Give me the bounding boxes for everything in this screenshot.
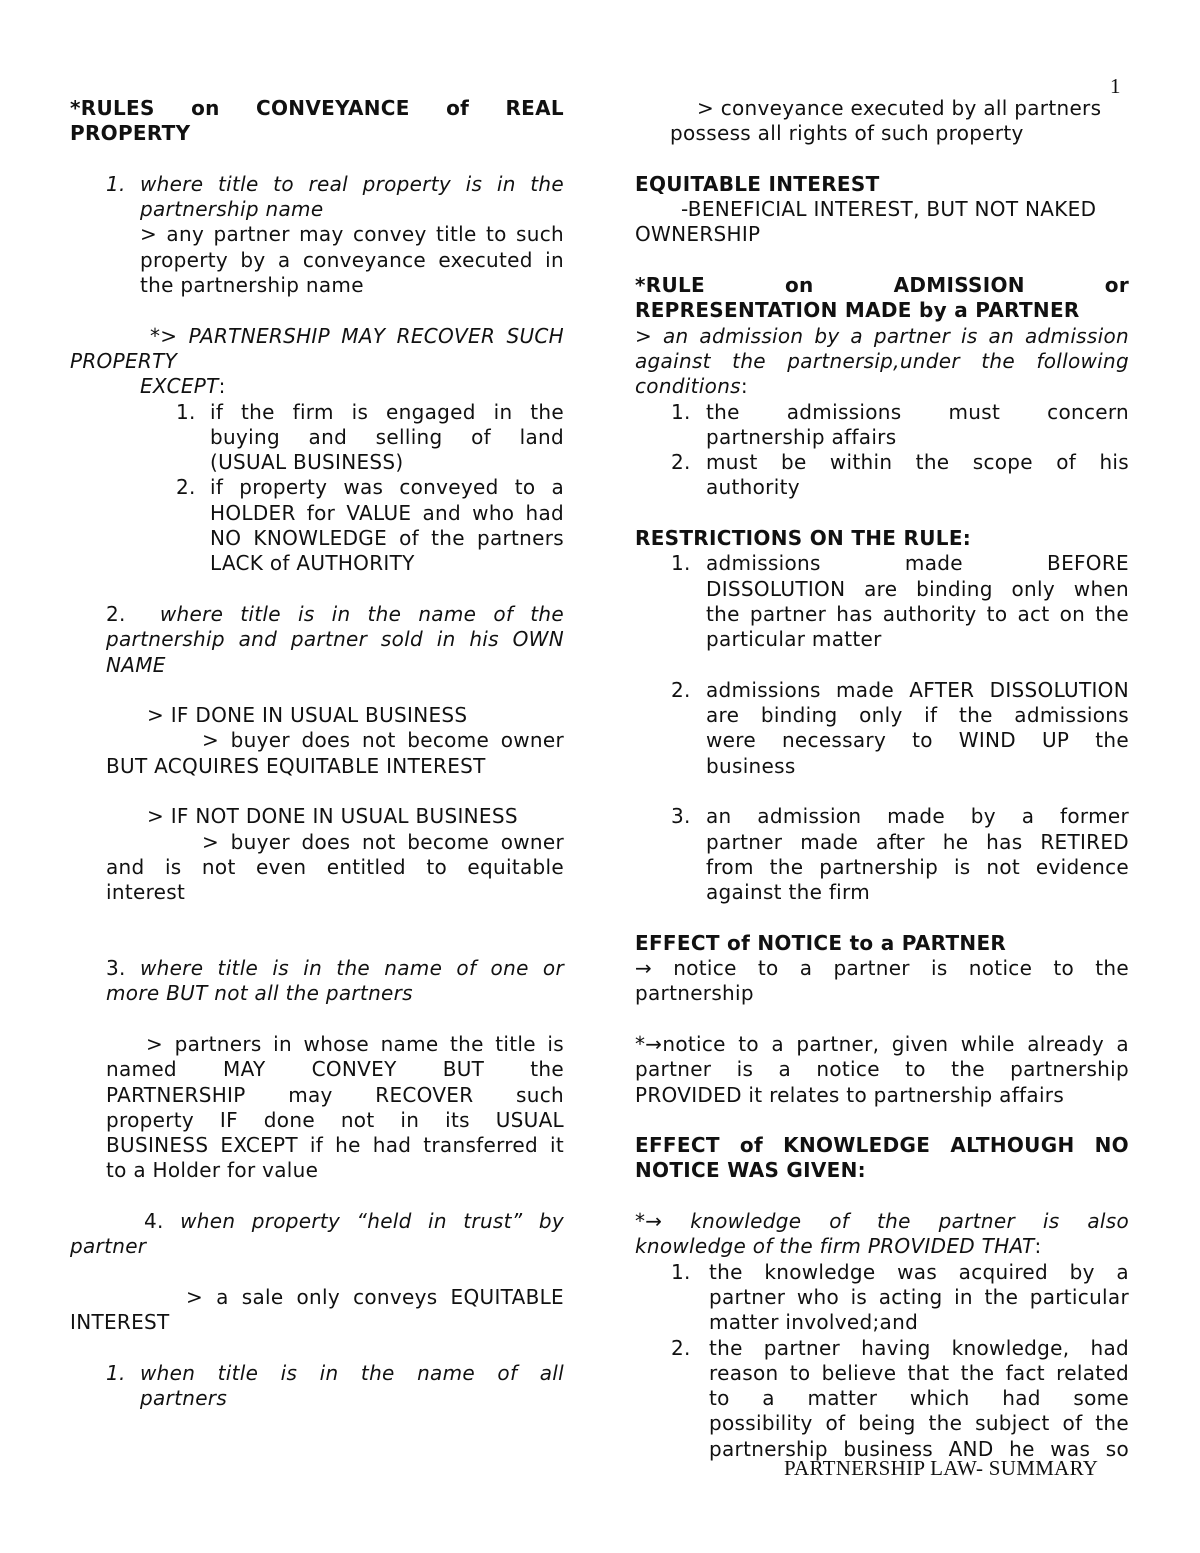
recover-note: *> PARTNERSHIP MAY RECOVER SUCH [150, 323, 564, 348]
condition-1: 1. the admissions must concern partnership affairs [671, 399, 1129, 449]
exception-1: 1. if the firm is engaged in the buying and selling of land (USUAL BUSINESS) [176, 399, 564, 475]
rule-all-partners: 1. when title is in the name of all partners [106, 1360, 564, 1411]
notice-rule: *→notice to a partner, given while already a [635, 1031, 1129, 1056]
right-column: > conveyance executed by all partners possess all rights of such property EQUITABLE INTEREST -BENEFICIAL INTEREST, BUT NOT NAKED OWNERSHIP *RULE on ADMISSION or REPRESENTATION MADE by a PARTNER > an admission by a partner is an admission against the partnersip,under the following conditions: 1. the admissions must concern partnership affairs 2. must be within the scope of his authority RESTRICTIONS ON THE RULE: 1. admissions made BEFORE DISSOLUTION are binding only when the partner has authority to act on the particular matter 2. admissions made AFTER DISSOLUTION are binding only if the admissions were necessary to WIND UP the business 3. an admission made by a former partner made after he has RETIRED from the partnership is not evidence against the firm EFFECT of NOTICE to a PARTNER → notice to a partner is notice to the partnership *→notice to a partner, given while already a partner is a notice to the partnership PROVIDED it relates to partnership affairs EFFECT of KNOWLEDGE ALTHOUGH NO NOTICE WAS GIVEN: *→ knowledge of the partner is also knowledge of the firm PROVIDED THAT: 1. the knowledge was acquired by a partner who is acting in the particular matter involved;and 2. the partner having knowledge, had reason to believe that the fact related to a matter which had some possibility of being the subject of the partnership business AND he was so [635, 96, 1129, 1461]
rule-4: 4. when property “held in trust” by partner > a sale only conveys EQUITABLE INTEREST [70, 1209, 564, 1335]
except-label: EXCEPT: [140, 374, 226, 399]
left-column: *RULES on CONVEYANCE of REAL PROPERTY 1. where title to real property is in the partnership name > any partner may convey title to such property by a conveyance executed in the partnership name *> PARTNERSHIP MAY RECOVER SUCH PROPERTY EXCEPT: 1. if the firm is engaged in the buying and selling of land (USUAL BUSINESS) 2. if property was conveyed to a HOLDER for VALUE and who had NO KNOWLEDGE of the partners LACK of AUTHORITY 2. where title is in the name of the partnership and partner sold in his OWN NAME > IF DONE IN USUAL BUSINESS > buyer does not become owner BUT ACQUIRES EQUITABLE INTEREST > IF NOT DONE IN USUAL BUSINESS > buyer does not become owner and is not even entitled to equitable interest 3. where title is in the name of one or more BUT not all the partners > partners in whose name the title is named MAY CONVEY BUT the PARTNERSHIP may RECOVER such property IF done not in its USUAL BUSINESS EXCEPT if he had transferred it to a Holder for value 4. when property “held in trust” by partner > a sale only conveys EQUITABLE INTEREST 1. when title is in the name of all partners [70, 96, 564, 1411]
continued-text: > conveyance executed by all partners [697, 96, 1102, 120]
equitable-interest-title: EQUITABLE INTEREST [635, 171, 880, 196]
rule-1: 1. where title to real property is in the partnership name > any partner may convey title to such property by a conveyance executed in the partnership name [106, 171, 564, 298]
knowledge-condition-2: 2. the partner having knowledge, had reason to believe that the fact related to a matter which had some possibility of being the subject of the partnership business AND he was so [671, 1335, 1129, 1461]
section-title: *RULES on CONVEYANCE of REAL [70, 96, 564, 120]
restriction-1: 1. admissions made BEFORE DISSOLUTION are binding only when the partner has authority to act on the particular matter [671, 551, 1129, 652]
restriction-3: 3. an admission made by a former partner made after he has RETIRED from the partnership is not evidence against the firm [671, 804, 1129, 905]
page-footer: PARTNERSHIP LAW- SUMMARY [784, 1456, 1099, 1480]
restrictions-title: RESTRICTIONS ON THE RULE: [635, 526, 972, 551]
restriction-2: 2. admissions made AFTER DISSOLUTION are binding only if the admissions were necessary to WIND UP the business [671, 677, 1129, 778]
section-title-line2: PROPERTY [70, 121, 191, 146]
page-number: 1 [1110, 74, 1121, 98]
notice-title: EFFECT of NOTICE to a PARTNER [635, 930, 1007, 955]
knowledge-title: EFFECT of KNOWLEDGE ALTHOUGH NO [635, 1133, 1129, 1158]
rule-2: 2. where title is in the name of the partnership and partner sold in his OWN NAME > IF DONE IN USUAL BUSINESS > buyer does not become owner BUT ACQUIRES EQUITABLE INTEREST > IF NOT DONE IN USUAL BUSINESS > buyer does not become owner and is not even entitled to equitable interest [106, 601, 564, 905]
exception-2: 2. if property was conveyed to a HOLDER for VALUE and who had NO KNOWLEDGE of the partners LACK of AUTHORITY [176, 475, 564, 576]
knowledge-condition-1: 1. the knowledge was acquired by a partner who is acting in the particular matter involved;and [671, 1259, 1129, 1335]
condition-2: 2. must be within the scope of his authority [671, 450, 1129, 500]
admission-title: *RULE on ADMISSION or [635, 273, 1129, 298]
rule-3: 3. where title is in the name of one or more BUT not all the partners > partners in whose name the title is named MAY CONVEY BUT the PARTNERSHIP may RECOVER such property IF done not in its USUAL BUSINESS EXCEPT if he had transferred it to a Holder for value [106, 956, 564, 1183]
